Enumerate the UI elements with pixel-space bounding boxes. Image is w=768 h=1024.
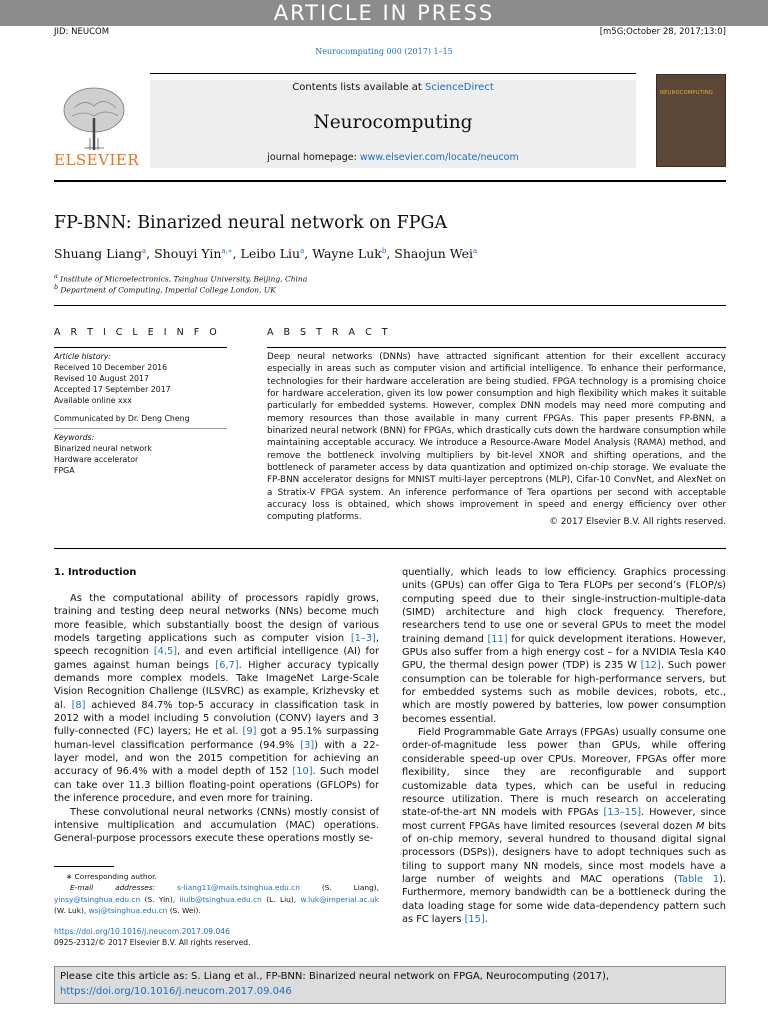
emphasis: M — [696, 820, 705, 832]
affiliation-sup: a — [54, 273, 58, 280]
paragraph: quentially, which leads to low efficiency. Graphics processing units (GPUs) can offer Giga to Tera FLOPs per second’s (FLOP/s) computing speed due to their single-instruction-multiple-data (SIMD) architecture and high clock frequency. Therefore, researchers tend to use one or several GPUs to meet the model training demand [11] for quick development iterations. However, GPUs also suffer from a high energy cost – for a NVIDIA Tesla K40 GPU, the thermal design power (TDP) is 235 W [12]. Such power consumption can be tolerable for high-performance servers, but for embedded systems such as mobile devices, robots, etc., which are mostly powered by batteries, low power consumption becomes essential. — [402, 567, 726, 725]
email-link[interactable]: wsj@tsinghua.edu.cn — [88, 905, 168, 915]
history-label: Article history: — [54, 352, 111, 361]
footnote — [54, 871, 379, 916]
abstract-heading: A B S T R A C T — [267, 327, 392, 338]
author-name[interactable]: Shuang Liang — [54, 246, 142, 261]
title-rule — [54, 305, 726, 306]
keyword: Hardware accelerator — [54, 455, 139, 464]
email-link[interactable]: yinsy@tsinghua.edu.cn — [54, 894, 141, 904]
online-date: Available online xxx — [54, 396, 132, 405]
article-title: FP-BNN: Binarized neural network on FPGA — [54, 213, 448, 233]
citation-ref-link[interactable]: [11] — [487, 633, 508, 645]
citation-prefix: Please cite this article as: S. Liang et al., FP-BNN: Binarized neural network on FPGA, Neurocomputing (2017), — [60, 971, 610, 982]
email-link[interactable]: w.luk@imperial.ac.uk — [300, 894, 379, 904]
citation-ref-link[interactable]: [1–3] — [350, 633, 376, 645]
author-name[interactable]: Leibo Liu — [240, 246, 301, 261]
author-affiliation-sup[interactable]: a,∗ — [221, 246, 233, 255]
citation-text — [60, 970, 720, 999]
keywords-label: Keywords: — [54, 433, 95, 442]
build-stamp: [m5G;October 28, 2017;13:0] — [599, 27, 726, 37]
author-affiliation-sup[interactable]: a — [300, 246, 305, 255]
author-name[interactable]: Shouyi Yin — [154, 246, 222, 261]
author-name[interactable]: Shaojun Wei — [394, 246, 474, 261]
body-column-left — [54, 592, 379, 846]
author-affiliation-sup[interactable]: b — [381, 246, 387, 255]
citation-ref-link[interactable]: [10] — [292, 766, 313, 778]
received-date: Received 10 December 2016 — [54, 363, 168, 372]
citation-ref-link[interactable]: [3] — [300, 739, 315, 751]
header-bottom-rule — [54, 180, 726, 182]
abstract-copyright: © 2017 Elsevier B.V. All rights reserved. — [549, 517, 726, 527]
journal-name: Neurocomputing — [313, 112, 473, 133]
info-separator — [54, 428, 227, 429]
citation-ref-link[interactable]: [9] — [242, 726, 257, 738]
issn-line: 0925-2312/© 2017 Elsevier B.V. All rights reserved. — [54, 938, 251, 947]
paragraph: As the computational ability of processors rapidly grows, training and testing deep neural networks (NNs) become much more feasible, which substantially boost the design of various models targeting applications such as computer vision [1–3], speech recognition [4,5], and even artificial intelligence (AI) for games against human beings [6,7]. Higher accuracy typically demands more complex models. Take ImageNet Large-Scale Vision Recognition Challenge (ILSVRC) as example, Krizhevsky et al. [8] achieved 84.7% top-5 accuracy in classification task in 2012 with a model including 5 convolution (CONV) layers and 3 fully-connected (FC) layers; He et al. [9] got a 95.1% surpassing human-level classification performance (94.9% [3]) with a 22-layer model, and won the 2015 competition for achieving an accuracy of 96.4% with a model depth of 152 [10]. Such model can take over 11.3 billion floating-point operations (GFLOPs) for the inference procedure, and even more for training. — [54, 593, 380, 805]
affiliation-text: Institute of Microelectronics, Tsinghua University, Beijing, China — [60, 274, 308, 284]
abstract-rule — [267, 347, 726, 348]
communicated-by: Communicated by Dr. Deng Cheng — [54, 414, 190, 423]
email-link[interactable]: liulb@tsinghua.edu.cn — [179, 894, 262, 904]
homepage-line — [150, 152, 636, 163]
section-heading-introduction: 1. Introduction — [54, 567, 137, 578]
elsevier-wordmark: ELSEVIER — [54, 151, 140, 169]
citation-ref-link[interactable]: [12] — [640, 660, 661, 672]
citation-ref-link[interactable]: [6,7] — [215, 659, 239, 671]
author-list: Shuang Liang$^a$, Shouyi Yin$^{a,∗}$, Leibo Liu$^a$, Wayne Luk$^b$, Shaojun Wei$^a$ — [54, 246, 478, 261]
contents-line — [150, 82, 636, 93]
footnote-rule — [54, 866, 114, 867]
cover-title: NEUROCOMPUTING — [660, 90, 714, 96]
email-label: E-mail addresses: — [70, 883, 178, 893]
author-affiliation-sup[interactable]: a — [473, 246, 478, 255]
citation-ref-link[interactable]: [13–15] — [603, 807, 642, 819]
accepted-date: Accepted 17 September 2017 — [54, 385, 171, 394]
homepage-prefix: journal homepage: — [267, 152, 360, 163]
article-in-press-banner: ARTICLE IN PRESS — [0, 0, 768, 26]
citation-box — [54, 966, 726, 1004]
citation-ref-link[interactable]: Table 1 — [677, 873, 720, 885]
keyword: Binarized neural network — [54, 444, 152, 453]
citation-doi-link[interactable]: https://doi.org/10.1016/j.neucom.2017.09.046 — [60, 985, 292, 997]
affiliation-a — [54, 273, 307, 284]
keyword: FPGA — [54, 466, 75, 475]
abstract-text: Deep neural networks (DNNs) have attracted significant attention for their excellent accuracy especially in areas such as computer vision and artificial intelligence. To enhance their performance, technologies for their hardware acceleration are being studied. FPGA technology is a promising choice for hardware acceleration, given its low power consumption and high flexibility which makes it suitable particularly for embedded systems. However, complex DNN models may need more computing and memory resources than those available in many current FPGAs. This paper presents FP-BNN, a binarized neural network (BNN) for FPGAs, which drastically cuts down the hardware consumption while maintaining acceptable accuracy. We introduce a Resource-Aware Model Analysis (RAMA) method, and remove the bottleneck involving multipliers by bit-level XNOR and shifting operations, and the bottleneck of parameter access by data quantization and optimized on-chip storage. We evaluate the FP-BNN accelerator designs for MNIST multi-layer perceptrons (MLP), Cifar-10 ConvNet, and AlexNet on a Stratix-V FPGA system. An inference performance of Tera opartions per second with acceptable accuracy loss is obtained, which shows improvement in speed and energy efficiency over other computing platforms. — [267, 352, 726, 523]
header-top-rule — [150, 73, 636, 74]
journal-cover-thumbnail — [656, 74, 726, 167]
paragraph: Field Programmable Gate Arrays (FPGAs) usually consume one order-of-magnitude less power than GPUs, while offering considerable speed-up over CPUs. Moreover, FPGAs offer more flexibility, since they are reconfigurable and support customizable data types, which can be useful in reducing resource utilization. There is much research on accelerating state-of-the-art NN models with FPGAs [13–15]. However, since most current FPGAs have limited resources (several dozen M bits of on-chip memory, several hundred to thousand digital signal processors (DSPs)), designers have to adopt techniques such as tiling to support many NN models, since most models have a large number of weights and MAC operations (Table 1). Furthermore, memory bandwidth can be a bottleneck during the data loading stage for some wide data-dependency pattern such as FC layers [15]. — [402, 727, 726, 925]
email-link[interactable]: s-liang11@mails.tsinghua.edu.cn — [177, 883, 300, 893]
article-info-heading: A R T I C L E I N F O — [54, 327, 221, 338]
revised-date: Revised 10 August 2017 — [54, 374, 149, 383]
homepage-link[interactable]: www.elsevier.com/locate/neucom — [359, 152, 519, 163]
citation-ref-link[interactable]: [15] — [464, 913, 485, 925]
abstract-bottom-rule — [54, 548, 726, 549]
doi-link[interactable]: https://doi.org/10.1016/j.neucom.2017.09.046 — [54, 927, 230, 936]
corresponding-author-note: ∗ Corresponding author. — [66, 872, 157, 881]
author-name[interactable]: Wayne Luk — [312, 246, 382, 261]
affiliation-b — [54, 284, 276, 295]
email-addresses: E-mail addresses: s-liang11@mails.tsinghua.edu.cn (S. Liang), yinsy@tsinghua.edu.cn (S. Yin), liulb@tsinghua.edu.cn (L. Liu), w.luk@imperial.ac.uk (W. Luk), wsj@tsinghua.edu.cn (S. Wei). — [54, 883, 379, 915]
body-column-right — [402, 566, 726, 926]
citation-ref-link[interactable]: [4,5] — [153, 646, 178, 658]
paragraph: These convolutional neural networks (CNNs) mostly consist of intensive multiplication and accumulation (MAC) operations. General-purpose processors execute these operations mostly se- — [54, 806, 379, 845]
author-affiliation-sup[interactable]: a — [141, 246, 147, 255]
contents-prefix: Contents lists available at — [292, 82, 426, 93]
journal-id: JID: NEUCOM — [54, 27, 110, 37]
citation-ref-link[interactable]: [8] — [71, 699, 86, 711]
affiliation-text: Department of Computing, Imperial College London, UK — [60, 285, 276, 295]
journal-reference-link[interactable]: Neurocomputing 000 (2017) 1–15 — [315, 47, 453, 56]
info-rule — [54, 347, 227, 348]
sciencedirect-link[interactable]: ScienceDirect — [425, 82, 494, 93]
affiliation-sup: b — [54, 284, 59, 291]
